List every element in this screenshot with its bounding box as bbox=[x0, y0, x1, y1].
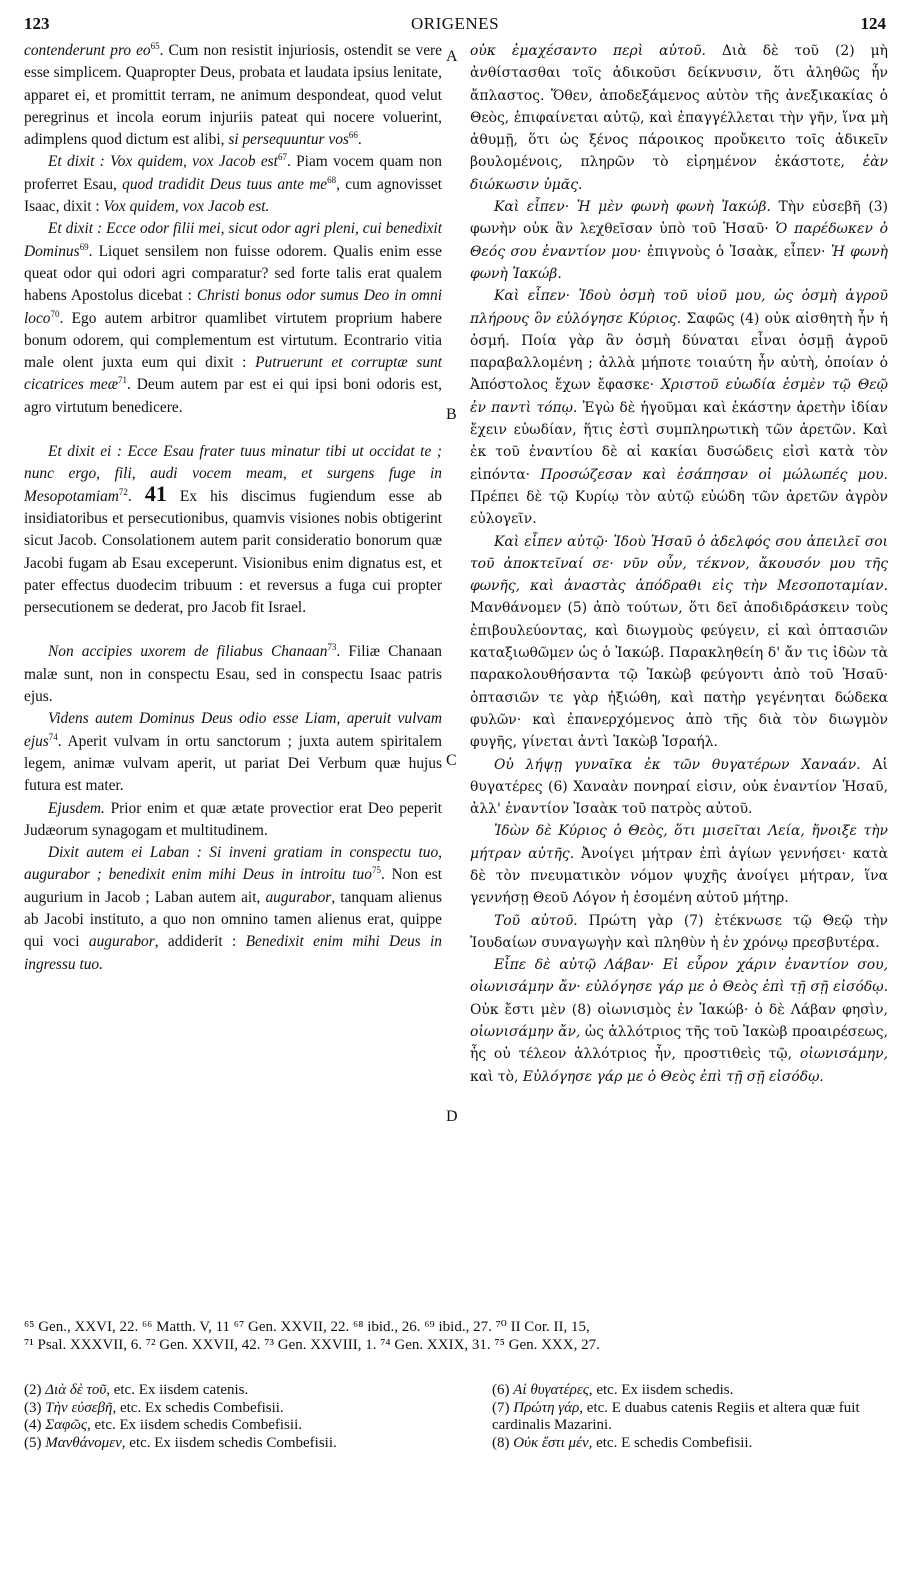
latin-paragraph: Ejusdem. Prior enim et quæ ætate provectior erat Deo peperit Judæorum synagogam et multitudinem. bbox=[24, 799, 442, 839]
note-item: (2) Διὰ δὲ τοῦ, etc. Ex iisdem catenis. bbox=[24, 1382, 249, 1398]
right-page-number: 124 bbox=[860, 14, 886, 33]
latin-paragraph: Et dixit : Ecce odor filii mei, sicut odor agri pleni, cui benedixit Dominus$^{69}$. Liquet sensilem non fuisse odorem. Qualis enim esse queat odor qui odori agri comparatur? sed forte talis erat qualem habens Apostolus dicebat : Christi bonus odor sumus Deo in omni loco$^{70}$. Ego autem arbitror quamlibet virtutem proprium habere bonum odorem, qui complementum est virtutum. Econtrario vitia male olent juxta eum qui dixit : Putruerunt et corruptæ sunt cicatrices meæ$^{71}$. Deum autem par est ei qui ipsi boni odoris est, agro virtutum benedicere. bbox=[24, 220, 443, 416]
greek-paragraph: Τοῦ αὐτοῦ. Πρώτη γὰρ (7) ἐτέκνωσε τῷ Θεῷ τὴν Ἰουδαίων συναγωγὴν καὶ πληθὺν ἡ ἐν χρόνῳ πρεσβυτέρα. bbox=[470, 912, 888, 951]
greek-paragraph: Καὶ εἶπεν· Ἡ μὲν φωνὴ φωνὴ Ἰακώβ. Τὴν εὐσεβῆ (3) φωνὴν οὐκ ἂν λεχθεῖσαν ὑπὸ τοῦ Ἡσαῦ· Ὁ παρέδωκεν ὁ Θεός σου ἐναντίον μου· ἐπιγνοὺς ὁ Ἰσαὰκ, εἶπεν· Ἡ φωνὴ φωνὴ Ἰακώβ. bbox=[470, 199, 888, 282]
note-item: (3) Τὴν εὐσεβῆ, etc. Ex schedis Combefisii. bbox=[24, 1399, 284, 1416]
editorial-notes-right bbox=[492, 1382, 910, 1452]
section-number: 41 bbox=[144, 480, 167, 506]
left-page-number: 123 bbox=[24, 14, 50, 33]
running-title: ORIGENES bbox=[410, 14, 500, 33]
scripture-references bbox=[24, 1318, 886, 1354]
section-marker-b: B bbox=[446, 406, 457, 423]
section-marker-d: D bbox=[446, 1108, 458, 1125]
greek-paragraph: Ἰδὼν δὲ Κύριος ὁ Θεὸς, ὅτι μισεῖται Λεία, ἤνοιξε τὴν μήτραν αὐτῆς. Ἀνοίγει μήτραν ἐπὶ ἁγίων γεννήσει· κατὰ δὲ τὸν πνευματικὸν νόμον ψυχῆς ἀνοίγει μήτραν, ἵνα γεννήσῃ Θεοῦ Λόγον ἡ ἐσομένη αὐτοῦ μήτηρ. bbox=[470, 823, 888, 907]
greek-paragraph: Καὶ εἶπεν αὐτῷ· Ἰδοὺ Ἡσαῦ ὁ ἀδελφός σου ἀπειλεῖ σοι τοῦ ἀποκτεῖναί σε· νῦν οὖν, τέκνον, ἄκουσόν μου τῆς φωνῆς, καὶ ἀναστὰς ἀπόδραθι εἰς τὴν Μεσοποταμίαν. Μανθάνομεν (5) ἀπὸ τούτων, ὅτι δεῖ ἀποδιδράσκειν τοὺς ἐπιβουλεύοντας, καὶ διωγμοὺς φεύγειν, εἰ καὶ ὀπτασιῶν καταξιωθῶμεν ὡς ὁ Ἰακώβ. Παρακληθείη δ' ἄν τις ἰδὼν τὰ παρακολουθήσαντα τῷ Ἰακὼβ φεύγοντι ἀπὸ τοῦ Ἡσαῦ· ὀπτασιῶν τε γὰρ ἠξιώθη, καὶ πατὴρ γεγένηται δώδεκα φυλῶν· καὶ ἐπανερχόμενος ἀπὸ τῆς διὰ τὸν διωγμὸν φυγῆς, γίνεται ἀντὶ Ἰακὼβ Ἰσραήλ. bbox=[470, 533, 888, 751]
latin-paragraph: contenderunt pro $eo^{65}$. Cum non resistit injuriosis, ostendit se vere esse simplicem. Quapropter Deus, probata et laudata ipsius lenitate, apparet ei, et promittit terram, ne animum despondeat, quod velut peregrinus et incola eorum injuriis pateat qui nocere voluerint, adimplens quod dictum est alibi, si persequuntur vos$^{66}$. bbox=[24, 40, 442, 149]
greek-paragraph: οὐκ ἐμαχέσαντο περὶ αὐτοῦ. Διὰ δὲ τοῦ (2) μὴ ἀνθίστασθαι τοῖς ἀδικοῦσι δείκνυσιν, ὅτι ἀληθῶς ἦν ἄπλαστος. Ὅθεν, ἀποδεξάμενος αὐτὸν τῆς ἀνεξικακίας ὁ Θεὸς, ἐπιφαίνεται αὐτῷ, καὶ ἐπαγγέλλεται τὴν γῆν, ἵνα μὴ ἀθυμῇ, ὅτι ὡς ξένος πάροικος προὔκειτο τοῖς ἀδικεῖν βουλομένοις, πληρῶν τὸ εἰρημένον ἑκάστοτε, ἐὰν διώκωσιν ὑμᾶς. bbox=[470, 43, 888, 193]
note-item: (5) Μανθάνομεν, etc. Ex iisdem schedis Combefisii. bbox=[24, 1434, 337, 1451]
scripture-references-row: ⁶⁵ Gen., XXVI, 22. ⁶⁶ Matth. V, 11 ⁶⁷ Gen. XXVII, 22. ⁶⁸ ibid., 26. ⁶⁹ ibid., 27. ⁷⁰ II Cor. II, 15, bbox=[24, 1319, 590, 1335]
latin-paragraph: Et dixit : Vox quidem, vox Jacob est$^{67}$. Piam vocem quam non proferret Esau, quod tradidit Deus tuus ante $me^{68}$, cum agnovisset Isaac, dixit : Vox quidem, vox Jacob est. bbox=[24, 152, 443, 216]
latin-paragraph: Non accipies uxorem de filiabus Chanaan$^{73}$. Filiæ Chanaan malæ sunt, non in conspectu Esau, sed in conspectu Isaac patris ejus. bbox=[24, 642, 442, 706]
section-marker-c: C bbox=[446, 752, 457, 769]
running-header bbox=[24, 14, 886, 38]
note-item: (7) Πρώτη γάρ, etc. E duabus catenis Regiis et altera quæ fuit cardinalis Mazarini. bbox=[492, 1399, 860, 1434]
greek-paragraph: Εἶπε δὲ αὐτῷ Λάβαν· Εἰ εὗρον χάριν ἐναντίον σου, οἰωνισάμην ἄν· εὐλόγησε γάρ με ὁ Θεὸς ἐπὶ τῇ σῇ εἰσόδῳ. Οὐκ ἔστι μὲν (8) οἰωνισμὸς ἐν Ἰακώβ· ὁ δὲ Λάβαν φησὶν, οἰωνισάμην ἄν, ὡς ἀλλότριος τῆς τοῦ Ἰακὼβ προαιρέσεως, ἧς οὐ τέλεον ἀλλότριος ἦν, προστιθεὶς τῷ, οἰωνισάμην, καὶ τὸ, Εὐλόγησε γάρ με ὁ Θεὸς ἐπὶ τῇ σῇ εἰσόδῳ. bbox=[470, 957, 889, 1085]
editorial-notes-left bbox=[24, 1382, 444, 1452]
greek-column bbox=[470, 40, 888, 1088]
note-item: (8) Οὐκ ἔστι μέν, etc. E schedis Combefisii. bbox=[492, 1434, 753, 1451]
latin-paragraph: Videns autem Dominus Deus odio esse Liam, aperuit vulvam ejus$^{74}$. Aperit vulvam in ortu sanctorum ; juxta autem spiritalem legem, animæ vulvam aperit, ut pariat Dei Verbum quæ hujus futura est mater. bbox=[24, 710, 442, 795]
note-item: (4) Σαφῶς, etc. Ex iisdem schedis Combefisii. bbox=[24, 1417, 302, 1434]
scripture-references-row: ⁷¹ Psal. XXXVII, 6. ⁷² Gen. XXVII, 42. ⁷³ Gen. XXVIII, 1. ⁷⁴ Gen. XXIX, 31. ⁷⁵ Gen. XXX, 27. bbox=[24, 1337, 600, 1353]
note-item: (6) Αἱ θυγατέρες, etc. Ex iisdem schedis. bbox=[492, 1382, 734, 1398]
latin-paragraph: Et dixit ei : Ecce Esau frater tuus minatur tibi ut occidat te ; nunc ergo, fili, audi vocem meam, et surgens fuge in Mesopotamiam$^{72}$. 41 Ex his discimus fugiendum esse ab insidiatoribus et persecutionibus, quamvis visiones nobis obtigerint sicut Jacob. Consolationem autem parit consideratio bonorum quæ Jacobi fugam ab Esau exceperunt. Visionibus enim dignatus est, et pater effectus duodecim tribuum : et reversus a fuga cui propter persecutionem se dederat, pro Jacob fit Israel. bbox=[24, 443, 442, 617]
latin-paragraph: Dixit autem ei Laban : Si inveni gratiam in conspectu tuo, augurabor ; benedixit enim mihi Deus in introitu tuo$^{75}$. Non est augurium in Jacob ; Laban autem ait, augurabor, tanquam alienus ab Jacobi instituto, a quo non omnino tamen alienus erat, quippe qui voci augurabor, addiderit : Benedixit enim mihi Deus in ingressu tuo. bbox=[24, 844, 443, 973]
greek-paragraph: Οὐ λήψῃ γυναῖκα ἐκ τῶν θυγατέρων Χαναάν. Αἱ θυγατέρες (6) Χαναὰν πονηραί εἰσιν, οὐκ ἐναντίον Ἡσαῦ, ἀλλ' ἐναντίον Ἰσαὰκ τοῦ πατρὸς αὐτοῦ. bbox=[470, 756, 888, 818]
latin-column bbox=[24, 40, 442, 976]
greek-paragraph: Καὶ εἶπεν· Ἰδοὺ ὀσμὴ τοῦ υἱοῦ μου, ὡς ὀσμὴ ἀγροῦ πλήρους ὃν εὐλόγησε Κύριος. Σαφῶς (4) οὐκ αἰσθητὴ ἦν ἡ ὀσμή. Ποία γὰρ ἂν ὀσμὴ δύναται εἶναι ὀσμῇ ἀγροῦ παραβαλλομένη ; ἀλλὰ μήποτε τοιαύτη ἦν αὐτὴ, ὁποίαν ὁ Ἀπόστολος ἔχων ἔφασκε· Χριστοῦ εὐωδία ἐσμὲν τῷ Θεῷ ἐν παντὶ τόπῳ. Ἐγὼ δὲ ἡγοῦμαι καὶ ἑκάστην ἀρετὴν ἰδίαν ἔχειν εὐωδίαν, ἥτις ἐστὶ συμπληρωτικὴ τῶν ἀρετῶν. Καὶ ἐκ τοῦ ἐναντίου δὲ αἱ κακίαι δυσώδεις εἰσὶ κατὰ τὸν εἰπόντα· Προσώζεσαν καὶ ἐσάπησαν οἱ μώλωπές μου. Πρέπει δὲ τῷ Κυρίῳ τὸν αὐτῷ εὐώδη τῶν ἀρετῶν ἀγρὸν εὐλογεῖν. bbox=[470, 288, 889, 528]
section-marker-a: A bbox=[446, 48, 458, 65]
